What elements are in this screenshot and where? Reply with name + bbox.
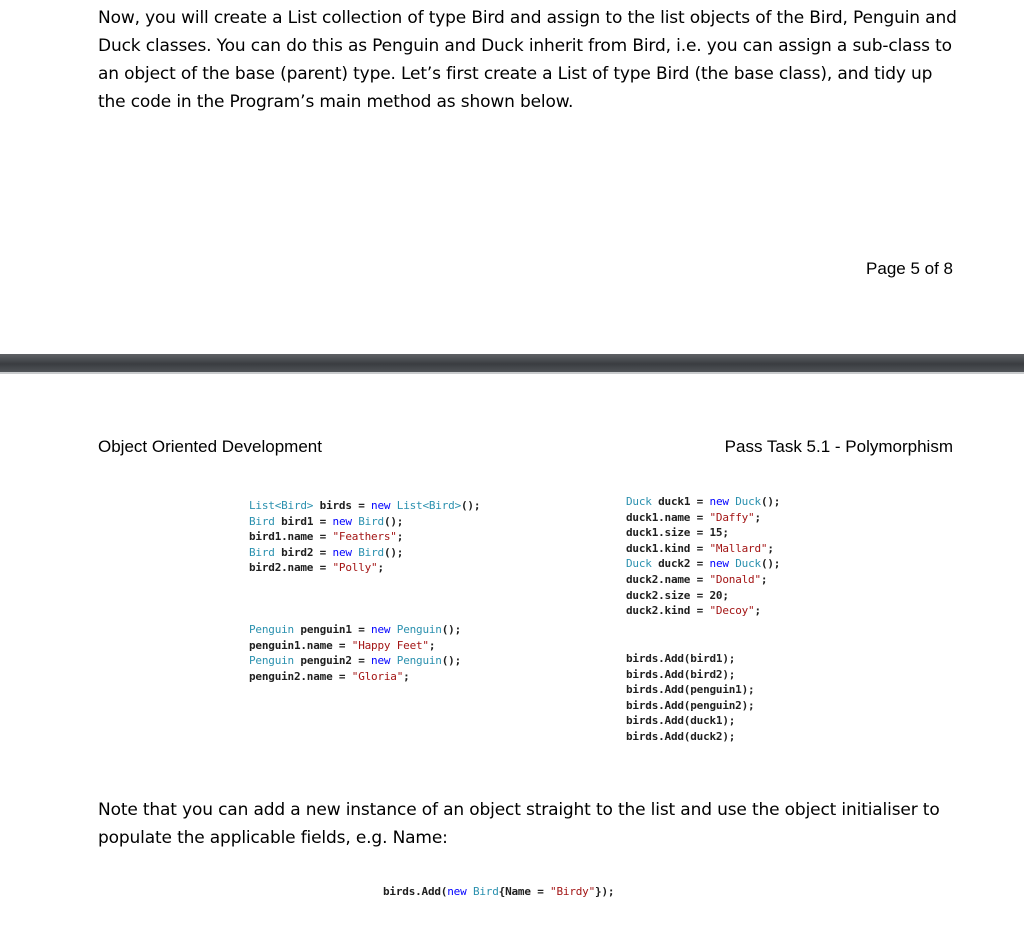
- code-token: new: [371, 623, 391, 636]
- code-token: "Feathers": [332, 530, 397, 544]
- code-token: Penguin: [249, 654, 294, 668]
- code-token: "Birdy": [550, 885, 596, 898]
- code-block-penguins: [249, 622, 461, 684]
- code-token: bird1.name =: [249, 530, 333, 544]
- code-token: "Happy Feet": [351, 638, 429, 652]
- code-token: new: [332, 545, 352, 559]
- code-token: "Mallard": [709, 541, 768, 555]
- code-token: penguin2.name =: [249, 669, 352, 683]
- code-token: Bird: [358, 514, 384, 528]
- code-token: ;: [754, 604, 761, 618]
- code-token: duck2 =: [651, 557, 710, 571]
- code-line: [249, 498, 480, 514]
- code-token: {Name =: [498, 885, 551, 898]
- code-token: "Decoy": [709, 604, 755, 618]
- code-token: Penguin: [396, 623, 442, 636]
- code-token: ;: [428, 638, 436, 652]
- code-token: ();: [441, 623, 462, 636]
- code-token: new: [709, 557, 729, 571]
- code-token: new: [447, 885, 467, 898]
- code-token: Duck: [626, 557, 652, 571]
- code-token: Bird: [472, 885, 499, 898]
- code-line: [249, 545, 480, 561]
- code-token: new: [371, 499, 391, 512]
- code-token: new: [709, 495, 729, 508]
- code-line: [626, 494, 780, 510]
- code-line: [249, 560, 480, 576]
- code-token: Bird: [249, 514, 275, 528]
- code-line: [626, 698, 754, 714]
- code-line: [626, 572, 780, 588]
- code-token: birds.Add(penguin2);: [626, 698, 755, 712]
- code-token: ;: [396, 530, 404, 544]
- code-token: duck1 =: [651, 495, 710, 508]
- page-number: Page 5 of 8: [866, 259, 953, 278]
- code-block-list-adds: [626, 651, 754, 745]
- code-token: birds.Add(penguin1);: [626, 683, 755, 697]
- code-token: duck2.size = 20;: [626, 588, 729, 602]
- code-line: [249, 529, 480, 545]
- code-token: Duck: [735, 557, 761, 571]
- page-break-bar: [0, 354, 1024, 372]
- code-token: "Donald": [709, 572, 761, 586]
- code-token: penguin1 =: [293, 623, 372, 636]
- code-token: Penguin: [396, 654, 442, 668]
- code-token: ();: [760, 495, 781, 508]
- code-line: [383, 884, 614, 900]
- code-block-ducks: [626, 494, 780, 619]
- code-token: List<Bird>: [396, 499, 461, 512]
- code-token: ;: [403, 669, 410, 683]
- code-token: });: [595, 885, 615, 898]
- code-token: ();: [760, 557, 781, 571]
- header-course-title: Object Oriented Development: [98, 437, 322, 456]
- code-token: birds =: [313, 499, 372, 512]
- code-token: birds.Add(duck1);: [626, 714, 736, 728]
- code-token: ;: [754, 510, 761, 524]
- code-token: bird2 =: [274, 545, 333, 559]
- code-token: birds.Add(: [383, 885, 448, 898]
- code-line: [626, 682, 754, 698]
- code-token: "Daffy": [709, 510, 755, 524]
- code-token: duck1.size = 15;: [626, 526, 729, 540]
- code-token: duck1.name =: [626, 510, 710, 524]
- code-line: [626, 713, 754, 729]
- code-block-birds: [249, 498, 480, 576]
- code-line: [249, 669, 461, 685]
- code-line: [249, 622, 461, 638]
- note-paragraph: Note that you can add a new instance of an object straight to the list and use the object initialiser to populate the applicable fields, e.g. Name:: [98, 800, 940, 848]
- code-token: Penguin: [249, 623, 294, 636]
- code-line: [249, 514, 480, 530]
- code-line: [626, 510, 780, 526]
- code-token: new: [332, 514, 352, 528]
- code-line: [626, 556, 780, 572]
- code-token: ();: [461, 499, 481, 512]
- code-token: duck2.name =: [626, 572, 710, 586]
- code-line: [626, 541, 780, 557]
- code-token: Bird: [358, 545, 384, 559]
- code-token: ();: [383, 545, 404, 559]
- code-token: penguin1.name =: [249, 638, 352, 652]
- code-line: [626, 667, 754, 683]
- code-token: Bird: [249, 545, 275, 559]
- code-token: List<Bird>: [249, 499, 314, 512]
- code-token: bird1 =: [274, 514, 333, 528]
- code-block-initialiser-example: [383, 884, 614, 900]
- code-token: duck1.kind =: [626, 541, 710, 555]
- code-token: ;: [767, 541, 774, 555]
- code-token: ();: [441, 654, 462, 668]
- code-token: ;: [377, 561, 384, 575]
- code-token: "Gloria": [351, 669, 404, 683]
- code-token: "Polly": [332, 561, 378, 575]
- code-token: ();: [383, 514, 404, 528]
- code-line: [626, 603, 780, 619]
- code-line: [626, 651, 754, 667]
- code-token: duck2.kind =: [626, 604, 710, 618]
- code-token: bird2.name =: [249, 561, 333, 575]
- code-token: birds.Add(bird2);: [626, 667, 736, 681]
- code-line: [249, 638, 461, 654]
- code-token: penguin2 =: [293, 654, 372, 668]
- code-token: birds.Add(bird1);: [626, 652, 736, 665]
- code-line: [626, 525, 780, 541]
- intro-paragraph: Now, you will create a List collection of type Bird and assign to the list objects of the Bird, Penguin and Duck classes. You can do this as Penguin and Duck inherit from Bird, i.e. you can assign a sub-class to an object of the base (parent) type. Let’s first create a List of type Bird (the base class), and tidy up the code in the Program’s main method as shown below.: [98, 8, 957, 112]
- header-task-title: Pass Task 5.1 - Polymorphism: [724, 437, 953, 456]
- code-token: Duck: [626, 495, 652, 508]
- code-line: [249, 653, 461, 669]
- code-token: ;: [760, 572, 768, 586]
- code-token: Duck: [735, 495, 761, 508]
- code-line: [626, 588, 780, 604]
- code-line: [626, 729, 754, 745]
- code-token: new: [371, 654, 391, 668]
- code-token: birds.Add(duck2);: [626, 729, 736, 743]
